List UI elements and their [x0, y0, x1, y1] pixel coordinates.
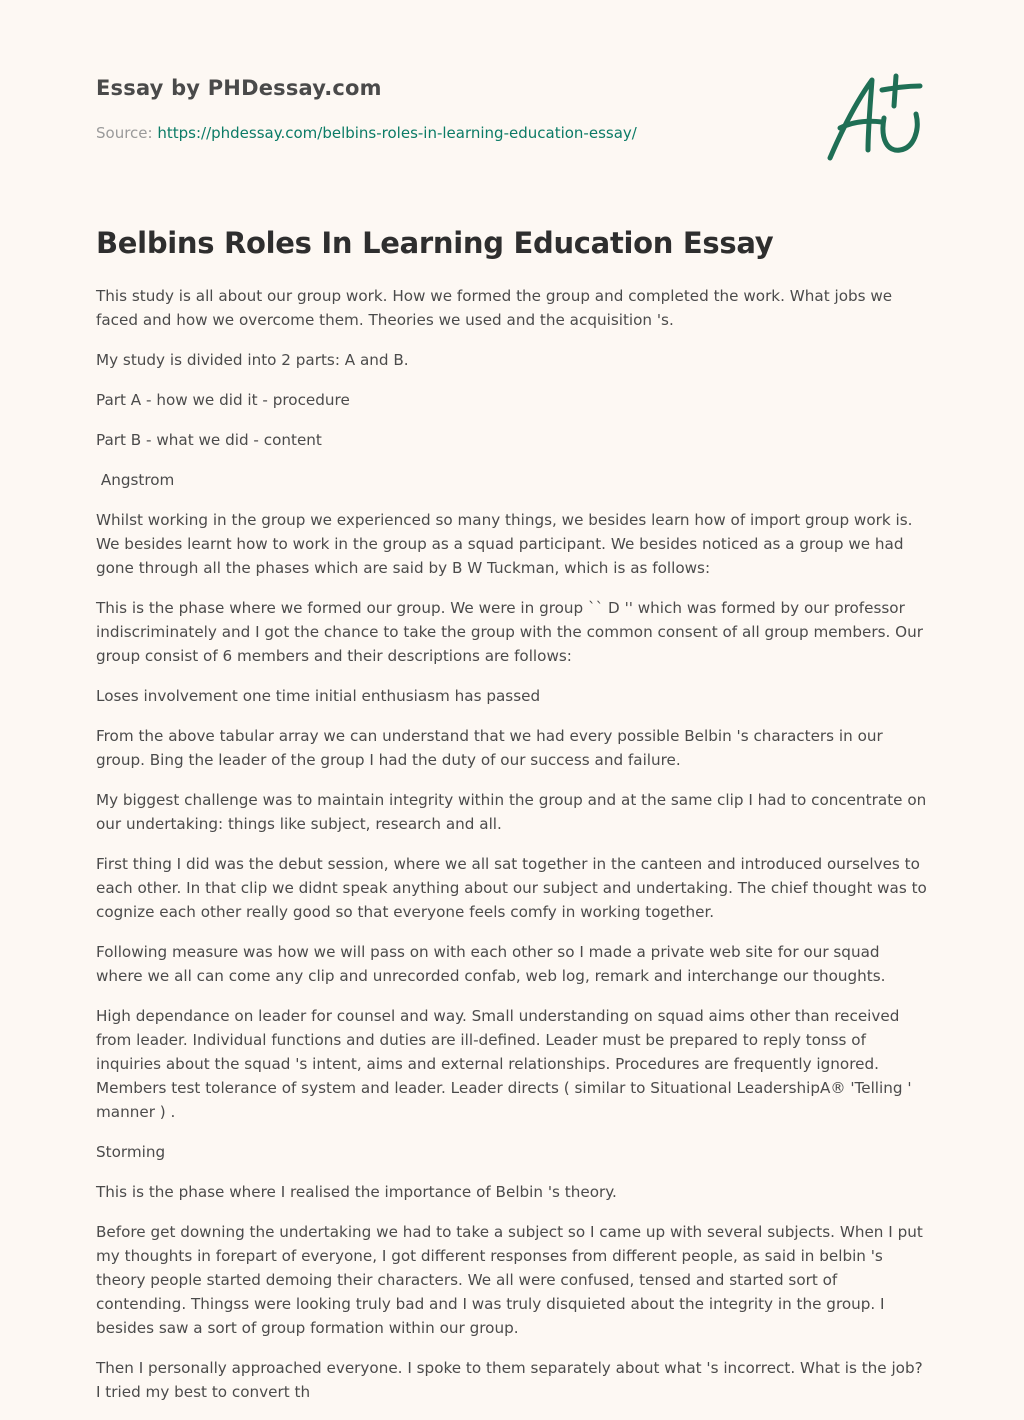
essay-body: [96, 284, 928, 1420]
essay-paragraph: Angstrom: [96, 471, 175, 489]
essay-paragraph: Following measure was how we will pass on with each other so I made a private web site for our squad where we all can come any clip and unrecorded confab, web log, remark and interchange our thoughts.: [96, 943, 886, 985]
essay-paragraph: This is the phase where I realised the importance of Belbin 's theory.: [96, 1183, 617, 1201]
essay-paragraph: Part B - what we did - content: [96, 431, 322, 449]
essay-paragraph: My study is divided into 2 parts: A and B.: [96, 351, 409, 369]
essay-paragraph: Part A - how we did it - procedure: [96, 391, 350, 409]
essay-paragraph: My biggest challenge was to maintain integrity within the group and at the same clip I had to concentrate on our undertaking: things like subject, research and all.: [96, 791, 927, 833]
essay-paragraph: Whilst working in the group we experienced so many things, we besides learn how of import group work is. We besides learnt how to work in the group as a squad participant. We besides noticed as a group we had gone through all the phases which are said by B W Tuckman, which is as follows:: [96, 511, 913, 577]
essay-paragraph: Storming: [96, 1143, 166, 1161]
header: [96, 76, 936, 142]
source-link[interactable]: https://phdessay.com/belbins-roles-in-learning-education-essay/: [157, 124, 637, 142]
essay-paragraph: First thing I did was the debut session, where we all sat together in the canteen and introduced ourselves to each other. In that clip we didnt speak anything about our subject and undertaking. The chief thought was to cognize each other really good so that everyone feels comfy in working together.: [96, 855, 927, 921]
essay-paragraph: Then I personally approached everyone. I spoke to them separately about what 's incorrect. What is the job? I tried my best to convert th: [96, 1359, 923, 1401]
essay-title: Belbins Roles In Learning Education Essay: [96, 226, 774, 260]
a-plus-logo-icon: [822, 68, 926, 164]
source-line: [96, 124, 637, 142]
source-label: Source:: [96, 124, 153, 142]
essay-paragraph: This study is all about our group work. How we formed the group and completed the work. What jobs we faced and how we overcome them. Theories we used and the acquisition 's.: [96, 287, 893, 329]
essay-paragraph: High dependance on leader for counsel and way. Small understanding on squad aims other than received from leader. Individual functions and duties are ill-defined. Leader must be prepared to reply tonss of inquiries about the squad 's intent, aims and external relationships. Procedures are frequently ignored. Members test tolerance of system and leader. Leader directs ( similar to Situational LeadershipA® 'Telling ' manner ) .: [96, 1007, 912, 1121]
site-title: Essay by PHDessay.com: [96, 76, 382, 100]
essay-paragraph: Loses involvement one time initial enthusiasm has passed: [96, 687, 541, 705]
essay-paragraph: Before get downing the undertaking we had to take a subject so I came up with several subjects. When I put my thoughts in forepart of everyone, I got different responses from different people, as said in belbin 's theory people started demoing their characters. We all were confused, tensed and started sort of contending. Thingss were looking truly bad and I was truly disquieted about the integrity in the group. I besides saw a sort of group formation within our group.: [96, 1223, 923, 1337]
essay-paragraph: From the above tabular array we can understand that we had every possible Belbin 's characters in our group. Bing the leader of the group I had the duty of our success and failure.: [96, 727, 883, 769]
essay-paragraph: This is the phase where we formed our group. We were in group `` D '' which was formed by our professor indiscriminately and I got the chance to take the group with the common consent of all group members. Our group consist of 6 members and their descriptions are follows:: [96, 599, 924, 665]
